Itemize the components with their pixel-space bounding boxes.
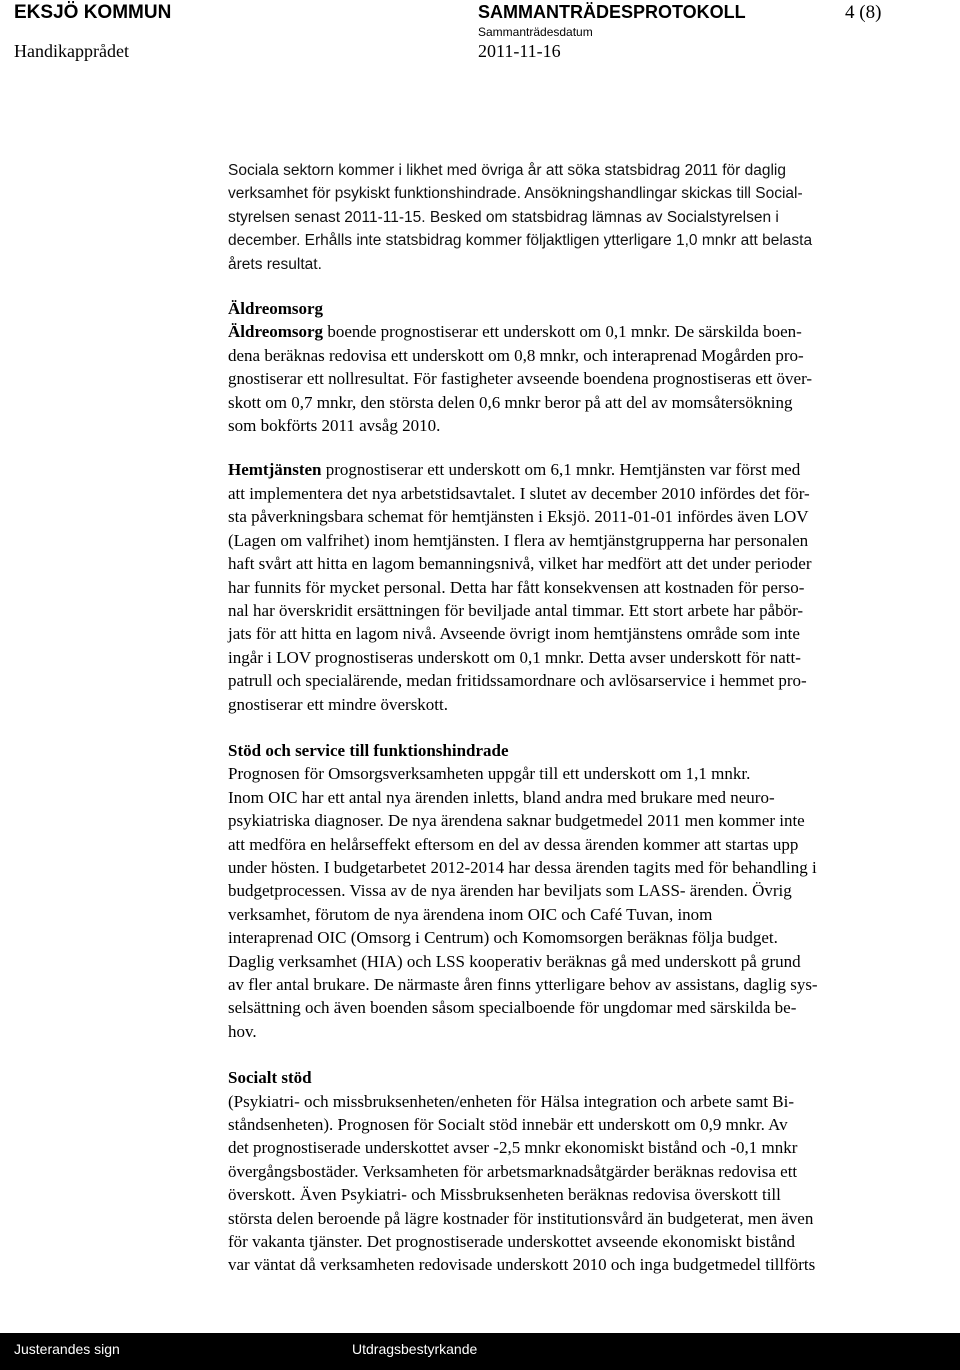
document-title: SAMMANTRÄDESPROTOKOLL bbox=[478, 2, 746, 22]
text-line: (Psykiatri- och missbruksenheten/enheten för Hälsa integration och arbete samt Bi- bbox=[228, 1091, 795, 1111]
text-line: dena beräknas redovisa ett underskott om 0,8 mnkr, och interaprenad Mogården pro- bbox=[228, 345, 804, 365]
department-name: Handikapprådet bbox=[14, 41, 129, 61]
footer-bar bbox=[0, 1333, 960, 1370]
text-line: att implementera det nya arbetstidsavtalet. I slutet av december 2010 infördes det för- bbox=[228, 483, 810, 503]
text-line: överskott. Även Psykiatri- och Missbruksenheten beräknas redovisa överskott till bbox=[228, 1185, 781, 1205]
text-line: ingår i LOV prognostiseras underskott om 0,1 mnkr. Detta avser underskott för natt- bbox=[228, 647, 801, 667]
text-line: största delen beroende på lägre kostnader för institutionsvård än budgeterat, men även bbox=[228, 1208, 814, 1228]
text-line: var väntat då verksamheten redovisade underskott 2010 och inga budgetmedel tillförts bbox=[228, 1255, 816, 1275]
text-line: jats för att hitta en lagom nivå. Avseende övrigt inom hemtjänstens område som inte bbox=[228, 624, 800, 644]
organization-name: EKSJÖ KOMMUN bbox=[14, 2, 172, 23]
stod-paragraph bbox=[228, 762, 940, 1043]
text-line: selsättning och även boenden såsom specialboende för ungdomar med särskilda be- bbox=[228, 998, 797, 1018]
text-line: för vakanta tjänster. Det prognostiserade underskottet avseende ekonomiskt bistånd bbox=[228, 1232, 795, 1252]
signature-label: Justerandes sign bbox=[14, 1341, 120, 1357]
text-line: Daglig verksamhet (HIA) och LSS kooperativ beräknas gå med underskott på grund bbox=[228, 951, 801, 971]
text-line: patrull och specialärende, medan fritidssamordnare och avlösarservice i hemmet pro- bbox=[228, 671, 807, 691]
text-line: Prognosen för Omsorgsverksamheten uppgår till ett underskott om 1,1 mnkr. bbox=[228, 764, 751, 784]
text-run: boende prognostiserar ett underskott om 0,1 mnkr. De särskilda boen- bbox=[323, 322, 802, 342]
text-line: sta påverkningsbara schemat för hemtjänsten i Eksjö. 2011-01-01 infördes även LOV bbox=[228, 507, 809, 527]
text-line: gnostiserar ett mindre överskott. bbox=[228, 694, 449, 714]
text-line: av fler antal brukare. De närmaste åren finns ytterligare behov av assistans, daglig sys- bbox=[228, 975, 818, 994]
text-line: skott om 0,7 mnkr, den största delen 0,6 mnkr beror på att del av momsåtersökning bbox=[228, 392, 793, 412]
text-line: styrelsen senast 2011-11-15. Besked om statsbidrag lämnas av Socialstyrelsen i bbox=[228, 208, 779, 226]
text-line: övergångsbostäder. Verksamheten för arbetsmarknadsåtgärder beräknas redovisa ett bbox=[228, 1161, 798, 1181]
meeting-date: 2011-11-16 bbox=[478, 41, 561, 61]
text-line: Sociala sektorn kommer i likhet med övriga år att söka statsbidrag 2011 för daglig bbox=[228, 162, 786, 179]
inline-bold-term: Äldreomsorg bbox=[228, 322, 324, 342]
text-line: nal har överskridit ersättningen för beviljade antal timmar. Ett stort arbete har påbör- bbox=[228, 600, 804, 620]
text-line: har funnits för mycket personal. Detta har fått konsekvensen att kostnaden för perso- bbox=[228, 577, 805, 597]
text-line: psykiatriska diagnoser. De nya ärendena saknar budgetmedel 2011 men kommer inte bbox=[228, 811, 805, 831]
section-heading-aldreomsorg: Äldreomsorg bbox=[228, 299, 324, 319]
text-line: att medföra en helårseffekt eftersom en del av dessa ärenden kommer att startas upp bbox=[228, 834, 799, 854]
text-line: ståndsenheten). Prognosen för Socialt stöd innebär ett underskott om 0,9 mnkr. Av bbox=[228, 1115, 788, 1135]
text-line: verksamhet, förutom de nya ärendena inom OIC och Café Tuvan, inom bbox=[228, 904, 713, 924]
text-line: Inom OIC har ett antal nya ärenden inletts, bland andra med brukare med neuro- bbox=[228, 787, 775, 807]
text-line: det prognostiserade underskottet avser -2,5 mnkr ekonomiskt bistånd och -0,1 mnkr bbox=[228, 1138, 798, 1158]
page-number: 4 (8) bbox=[845, 2, 882, 23]
text-line: interaprenad OIC (Omsorg i Centrum) och Komomsorgen beräknas följa budget. bbox=[228, 928, 778, 948]
section-heading-stod-och-service: Stöd och service till funktionshindrade bbox=[228, 740, 509, 760]
socialt-paragraph bbox=[228, 1090, 940, 1277]
extract-certification-label: Utdragsbestyrkande bbox=[352, 1341, 478, 1357]
text-line: verksamhet för psykiskt funktionshindrade. Ansökningshandlingar skickas till Social- bbox=[228, 185, 803, 203]
document-body bbox=[228, 159, 940, 1277]
inline-bold-term: Hemtjänsten bbox=[228, 460, 322, 480]
text-line: december. Erhålls inte statsbidrag kommer följaktligen ytterligare 1,0 mnkr att belasta bbox=[228, 232, 813, 250]
section-heading-socialt-stod: Socialt stöd bbox=[228, 1068, 312, 1088]
aldreomsorg-paragraph bbox=[228, 320, 940, 437]
intro-paragraph bbox=[228, 159, 940, 276]
text-line: gnostiserar ett nollresultat. För fastigheter avseende boendena prognostiseras ett över- bbox=[228, 369, 813, 389]
text-line: under hösten. I budgetarbetet 2012-2014 har dessa ärenden tagits med för behandling i bbox=[228, 857, 817, 877]
text-line bbox=[228, 320, 940, 343]
text-line: hov. bbox=[228, 1021, 257, 1041]
text-line: årets resultat. bbox=[228, 255, 322, 273]
text-line: som bokförts 2011 avsåg 2010. bbox=[228, 416, 441, 436]
hemtjansten-paragraph bbox=[228, 458, 940, 715]
text-line: budgetprocessen. Vissa av de nya ärenden har beviljats som LASS- ärenden. Övrig bbox=[228, 881, 792, 901]
text-line bbox=[228, 458, 940, 481]
meeting-date-label: Sammanträdesdatum bbox=[478, 25, 593, 39]
text-line: haft svårt att hitta en lagom bemanningsnivå, vilket har medfört att det under perioder bbox=[228, 554, 812, 574]
text-line: (Lagen om valfrihet) inom hemtjänsten. I flera av hemtjänstgrupperna har personalen bbox=[228, 530, 809, 550]
text-run: prognostiserar ett underskott om 6,1 mnkr. Hemtjänsten var först med bbox=[321, 460, 801, 480]
